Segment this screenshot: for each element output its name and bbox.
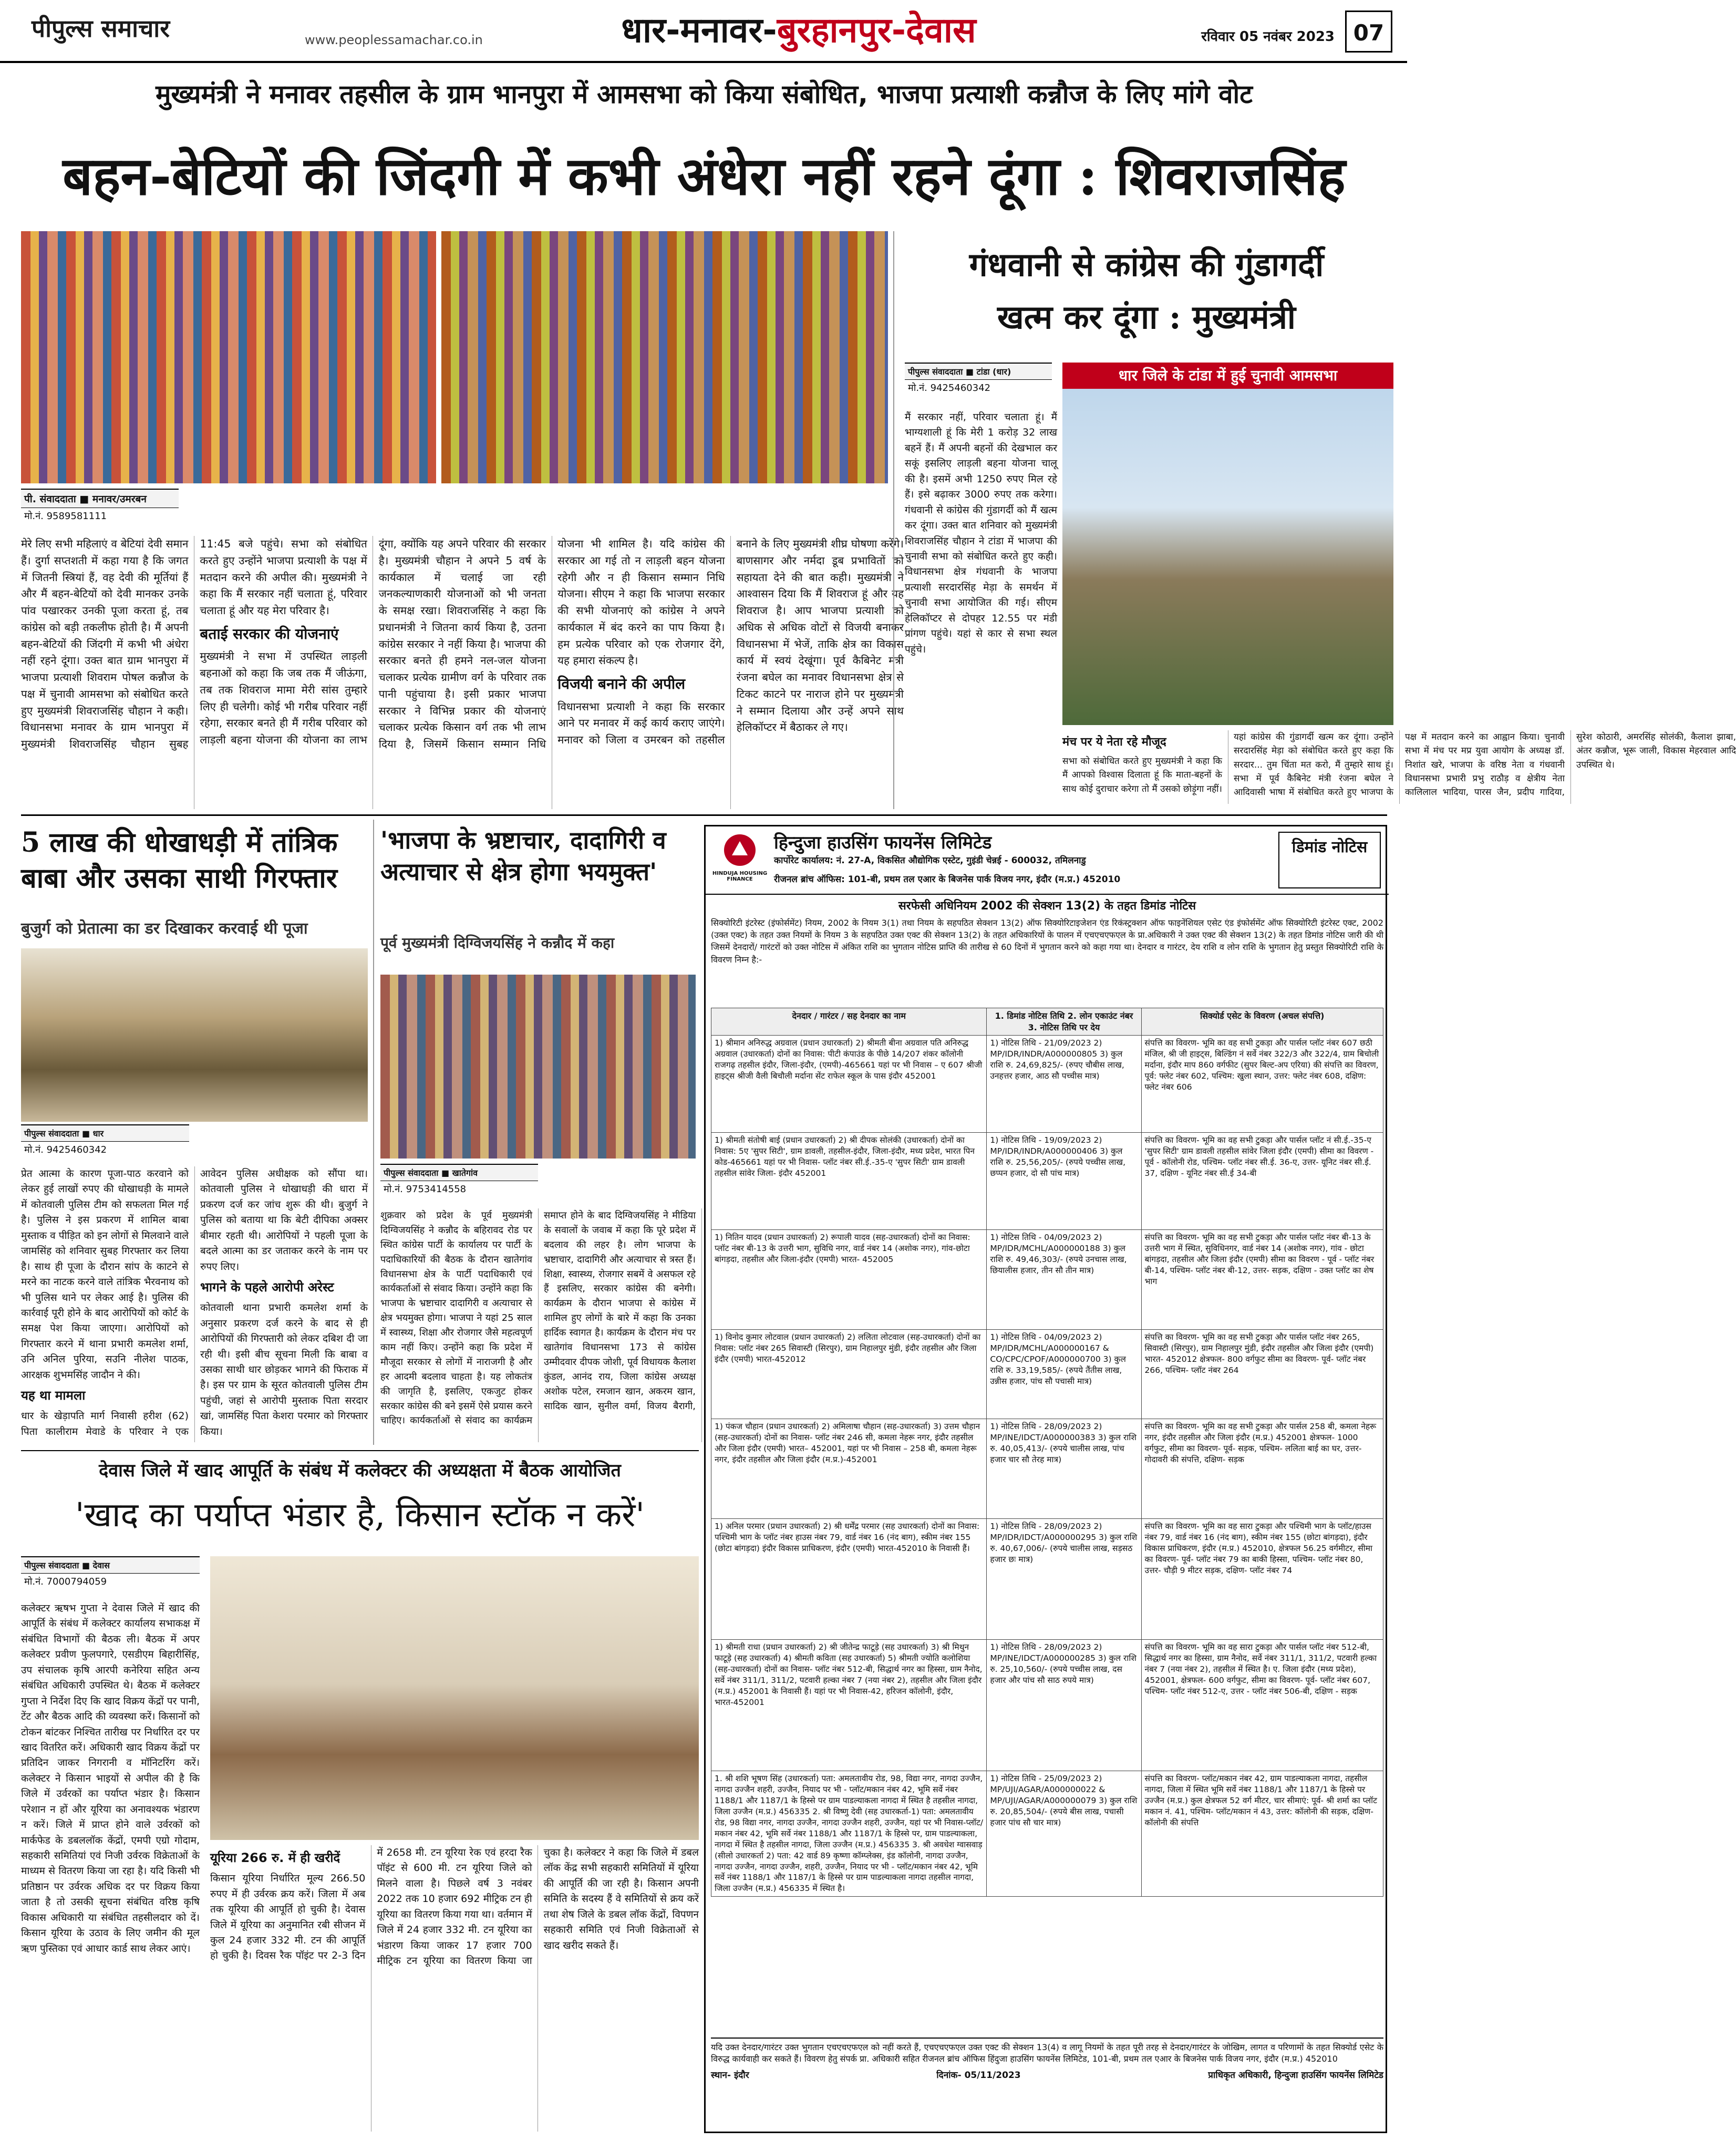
lead-photo-crowd [441,231,888,483]
hinduja-logo-icon [721,832,758,868]
lead-photo-rally-stage [21,231,436,483]
hinduja-notice [704,825,1387,2133]
notice-intro: सिक्योरिटी इंटरेस्ट (इंफोर्समेंट) नियम, 2002 के नियम 3(1) तथा नियम के सहपठित सेक्शन 13(2) ऑफ सिक्योरिटाइजेशन एंड रिकंस्ट्रक्शन ऑफ फाइनेंशियल एसेट एंड इंफोर्समेंट ऑफ सिक्योरिटी इंटरेस्ट एक्ट, 2002 (उक्त एक्ट) के तहत उक्त नियमों के नियम 3 के सहपठित उक्त एक्ट की सेक्शन 13(2) के तहत अधिकारियों के पालन में एचएचएफएल के प्रा.अधिकारी ने उक्त एक्ट की सेक्शन 13(2) के तहत डिमांड नोटिस जारी की थी जिसमें देनदारों/ गारंटरों को उक्त नोटिस में अंकित राशि का भुगतान नोटिस प्राप्ति की तारीख से 60 दिनों में भुगतान करने को कहा गया था। देनदार व गारंटर, देय राशि व लोन राशि के भुगतान हेतु प्रस्तुत सिक्योरिटी राशि के विवरण निम्न है:- [711,918,1383,965]
digvijay-headline: 'भाजपा के भ्रष्टाचार, दादागिरी व अत्याचार से क्षेत्र होगा भयमुक्त' [380,826,666,886]
table-row [711,1640,1383,1771]
lead-subhead-appeal: विजयी बनाने की अपील [557,675,686,693]
digvijay-byline-box [380,1164,538,1206]
row-loan: 1) नोटिस तिथि - 19/09/2023 2) MP/IDR/INDR/A000000406 3) कुल राशि रु. 25,56,205/- (रुपये पच्चीस लाख, छप्पन हजार, दो सौ पांच मात्र) [987,1133,1141,1230]
table-row [711,1230,1383,1330]
gandhwani-box [893,231,1736,809]
section-title-part1: धार-मनावर- [621,10,777,50]
dewas-kicker: देवास जिले में खाद आपूर्ति के संबंध में कलेक्टर की अध्यक्षता में बैठक आयोजित [99,1460,621,1481]
tantrik-box [21,820,368,1445]
notice-table-wrap [711,1008,1383,2035]
gandhwani-col2 [1062,730,1736,804]
masthead [0,0,1407,63]
notice-signatory: प्राधिकृत अधिकारी, हिन्दुजा हाउसिंग फायनेंस लिमिटेड [1208,2070,1383,2081]
tantrik-subhead-case: यह था मामला [21,1388,86,1403]
row-asset: संपत्ति का विवरण- भूमि का वह सभी टुकड़ा और पार्सल प्लॉट नंबर 607 छठी मंजिल, श्री जी हाइट्स, बिल्डिंग नं सर्वे नंबर 322/3 और 322/4, ग्राम बिचोली मर्दाना, इंदौर माप 860 वर्गफीट (सुपर बिल्ट-अप एरिया) की संपत्ति का विवरण, पूर्व: फ्लेट नंबर 602, पश्चिम: खुला स्थान, उत्तर: फ्लेट नंबर 608, दक्षिण: फ्लेट नंबर 606 [1141,1036,1383,1133]
gandhwani-text2: सभा को संबोधित करते हुए मुख्यमंत्री ने कहा कि मैं आपको विश्वास दिलाता हूं कि माता-बहनों के साथ कोई दुराचार करेगा तो मैं उसको छोड़ूंगा नहीं। यहां कांग्रेस की गुंडागर्दी खत्म कर दूंगा। उन्होंने सरदारसिंह मेड़ा को संबोधित करते हुए कहा कि सरदार... तुम चिंता मत करो, मैं तुम्हारे साथ हूं। सभा में पूर्व कैबिनेट मंत्री रंजना बघेल ने आदिवासी भाषा में संबोधित करते हुए भाजपा के पक्ष में मतदान करने का आह्वान किया। चुनावी सभा में मंच पर मप्र युवा आयोग के अध्यक्ष डॉ. निशांत खरे, भाजपा के वरिष्ठ नेता व गंधवानी विधानसभा प्रभारी प्रभु राठौड़ व क्षेत्रीय नेता कालिलाल भादिया, पारस जैन, प्रदीप गादिया, सुरेश कोठारी, अमरसिंह सोलंकी, कैलाश झाबा, अंतर कन्नौज, भूरू जाली, विकास मेहरवाल आदि उपस्थित थे। [1062,732,1736,798]
row-loan: 1) नोटिस तिथि - 04/09/2023 2) MP/IDR/MCHL/A000000188 3) कुल राशि रु. 49,46,303/- (रुपये उनचास लाख, छियालीस हजार, तीन सौ तीन मात्र) [987,1230,1141,1330]
gandhwani-headline-2: खत्म कर दूंगा : मुख्यमंत्री [997,298,1296,336]
divider-1 [21,814,1387,816]
tantrik-text2: धार के खेड़ापति मार्ग निवासी हरीश (62) पिता कालीराम मेवाडे के परिवार ने एक आवेदन पुलिस अधीक्षक को सौंपा था। कोतवाली पुलिस ने धोखाधड़ी की धारा में प्रकरण दर्ज कर जांच शुरू की थी। बुजुर्ग ने पुलिस को बताया था कि बेटी दीपिका अक्सर बीमार रहती थी। आरोपियों ने पहली पूजा के बदले आत्मा का डर जताकर करने के नाम पर रुपए लिए। [21,1168,368,1438]
table-row [711,1419,1383,1519]
dewas-subhead: यूरिया 266 रु. में ही खरीदें [210,1850,340,1865]
row-loan: 1) नोटिस तिथि - 25/09/2023 2) MP/UJI/AGAR/A000000022 & MP/UJI/AGAR/A000000079 3) कुल राशि रु. 20,85,504/- (रुपये बीस लाख, पचासी हजार पांच सौ चार मात्र) [987,1771,1141,1897]
row-names: 1) पंकज चौहान (प्रधान उधारकर्ता) 2) अमिलाषा चौहान (सह-उधारकर्ता) 3) उत्तम चौहान (सह-उधारकर्ता) दोनों का निवास- प्लॉट नंबर 246 सी, कमला नेहरू नगर, इंदौर तहसील और जिला इंदौर (एमपी) भारत– 452001, यहां पर भी निवास – 258 बी, कमला नेहरू नगर, इंदौर तहसील और जिला इंदौर (म.प्र.)-452001 [711,1419,987,1519]
col-header-loan: 1. डिमांड नोटिस तिथि 2. लोन एकाउंट नंबर 3. नोटिस तिथि पर देय [987,1008,1141,1036]
table-row [711,1036,1383,1133]
gandhwani-photo [1062,363,1393,725]
row-asset: संपत्ति का विवरण- भूमि का वह सभी टुकड़ा और पार्सल प्लॉट नंबर 265, सिवास्टी (सिरपुर), ग्राम निहालपुर मुंडी, इंदौर तहसील और जिला इंदौर (एमपी) भारत- 452012 क्षेत्रफल- 800 वर्गफुट सीमा का विवरण- पूर्व- प्लॉट नंबर 266, पश्चिम- प्लॉट नंबर 264 [1141,1330,1383,1419]
row-asset: संपत्ति का विवरण- भूमि का वह सभी टुकड़ा और पार्सल प्लॉट नंबर बी-13 के उत्तरी भाग में स्थित, सुविधिनगर, वार्ड नंबर 14 (अशोक नगर), गांव - छोटा बांगड़दा, तहसील और जिला इंदौर (एमपी) सीमा का विवरण - पूर्व - प्लॉट नंबर बी-14, पश्चिम- प्लॉट नंबर बी-12, उत्तर- सड़क, दक्षिण - उक्त प्लॉट का शेष भाग [1141,1230,1383,1330]
lead-byline [21,489,179,536]
tantrik-body [21,1166,368,1442]
lead-headline: बहन-बेटियों की जिंदगी में कभी अंधेरा नहीं रहने दूंगा : शिवराजसिंह [63,145,1346,207]
hinduja-logo [711,832,769,890]
row-names: 1. श्री शशि भूषण सिंह (उधारकर्ता) पता: अमलतावीय रोड, 98, विद्या नगर, नागदा उज्जैन, नागदा उज्जैन शहरी, उज्जैन, नियाद पर भी - प्लॉट/मकान नंबर 42, भूमि सर्वे नंबर 1188/1 और 1187/1 के हिस्से पर ग्राम पाडल्याकला नागदा में स्थित है तहसील नागदा, जिला उज्जैन (म.प्र.) 456335 2. श्री विष्णु देवी (सह उधारकर्ता-1) पता: अमलतावीय रोड, 98 विद्या नगर, नागदा उज्जैन, नागदा उज्जैन शहरी, उज्जैन, यहां पर भी निवास-प्लॉट/मकान नंबर 42, भूमि सर्वे नंबर 1188/1 और 1187/1 के हिस्से पर, ग्राम पाडल्याकला, नागदा में स्थित है तहसील नागदा, जिला उज्जैन (म.प्र.) 456335 3. श्री अवधेश ग्वासवाड़ (सीलो उधारकर्ता 2) पता: 42 वार्ड 89 कृष्णा कॉम्प्लेक्स, इंड कॉलोनी, नागदा उज्जैन, नागदा उज्जैन, नागदा उज्जैन, शहरी, उज्जैन, नियाद पर भी - प्लॉट/मकान नंबर 42, भूमि सर्वे नंबर 1188/1 और 1187/1 के हिस्से पर ग्राम पाडल्याकला नागदा तहसील नागदा, जिला उज्जैन (म.प्र.) 456335 में स्थित है। [711,1771,987,1897]
tantrik-mobile: मो.नं. 9425460342 [24,1144,107,1155]
notice-table [711,1008,1383,1897]
notice-branch-office: रीजनल ब्रांच ऑफिस: 101-बी, प्रथम तल एआर के बिजनेस पार्क विजय नगर, इंदौर (म.प्र.) 452010 [774,874,1121,885]
dewas-byline: पीपुल्स संवाददाता ■ देवास [21,1556,200,1574]
tantrik-byline: पीपुल्स संवाददाता ■ धार [21,1124,189,1142]
tantrik-photo [21,948,368,1122]
issue-date: रविवार 05 नवंबर 2023 [1201,29,1335,45]
notice-date: दिनांक- 05/11/2023 [936,2070,1021,2081]
dewas-col2 [210,1845,699,2132]
section-title-part2: बुरहानपुर-देवास [777,10,976,50]
row-asset: संपत्ति का विवरण- भूमि का वह सभी टुकड़ा और पार्सल 258 बी, कमला नेहरू नगर, इंदौर तहसील और जिला इंदौर (म.प्र.) 452001 क्षेत्रफल- 1000 वर्गफुट, सीमा का विवरण- पूर्व- सड़क, पश्चिम- ललिता बाई का घर, उत्तर- गोदावरी की संपत्ति, दक्षिण- सड़क [1141,1419,1383,1519]
dewas-text2: किसान यूरिया निर्धारित मूल्य 266.50 रुपए में ही उर्वरक क्रय करें। जिला में अब तक यूरिया की आपूर्ति हो चुकी है। देवास जिले में यूरिया का अनुमानित रबी सीजन में कुल 24 हजार 332 मी. टन की आपूर्ति हो चुकी है। दिवस रैक पॉइंट पर 2-3 दिन में 2658 मी. टन यूरिया रेक एवं हरदा रैक पॉइंट से 600 मी. टन यूरिया जिले को मिलने वाला है। पिछले वर्ष 3 नवंबर 2022 तक 10 हजार 692 मीट्रिक टन ही यूरिया का वितरण किया गया था। वर्तमान में जिले में 24 हजार 332 मी. टन यूरिया का भंडारण किया जाकर 17 हजार 700 मीट्रिक टन यूरिया का वितरण किया जा चुका है। कलेक्टर ने कहा कि जिले में डबल लॉक केंद्र सभी सहकारी समितियों में यूरिया की आपूर्ति की जा रही है। किसान अपनी समिति के सदस्य हैं वे समितियों से क्रय करें तथा शेष जिले के डबल लॉक केंद्रों, विपणन सहकारी समिति एवं निजी विक्रेताओं से खाद खरीद सकते हैं। [210,1847,699,1967]
row-names: 1) श्रीमती संतोषी बाई (प्रधान उधारकर्ता) 2) श्री दीपक सोलंकी (उधारकर्ता) दोनों का निवास: 5ए 'सुपर सिटी', ग्राम डावली, तहसील-इंदौर, जिला-इंदौर, मध्य प्रदेश, भारत पिन कोड-465661 यहां पर भी निवास- प्लॉट नंबर सी.ई.-35-ए 'सुपर सिटी' ग्राम डावली तहसील सांवेर जिला- इंदौर 452001 [711,1133,987,1230]
lead-body [21,536,904,809]
gandhwani-photo-caption: धार जिले के टांडा में हुई चुनावी आमसभा [1062,363,1393,389]
digvijay-byline: पीपुल्स संवाददाता ■ खातेगांव [380,1164,538,1181]
row-asset: संपत्ति का विवरण- प्लॉट/मकान नंबर 42, ग्राम पाडल्याकला नागदा, तहसील नागदा, जिला में स्थित भूमि सर्वे नंबर 1188/1 और 1187/1 के हिस्से पर उज्जैन (म.प्र.) कुल क्षेत्रफल 52 वर्ग मीटर, चार सीमाएं: पूर्व- श्री शर्मा का प्लॉट मकान नं. 41, पश्चिम- प्लॉट/मकान नं 43, उत्तर: कॉलोनी की सड़क, दक्षिण- कॉलोनी की संपत्ति [1141,1771,1383,1897]
row-names: 1) नितिन यादव (प्रधान उधारकर्ता) 2) रूपाली यादव (सह-उधारकर्ता) दोनों का निवास: प्लॉट नंबर बी-13 के उत्तरी भाग, सुविधि नगर, वार्ड नंबर 14 (अशोक नगर), गांव-छोटा बांगड़दा, तहसील और जिला-इंदौर (एमपी) भारत- 452005 [711,1230,987,1330]
notice-act-title: सरफेसी अधिनियम 2002 की सेक्शन 13(2) के तहत डिमांड नोटिस [898,899,1196,913]
row-names: 1) श्रीमती राधा (प्रधान उधारकर्ता) 2) श्री जीतेन्द्र फाटूड़े (सह उधारकर्ता) 3) श्री मिथुन फाटूड़े (सह उधारकर्ता) 4) श्रीमती कविता (सह उधारकर्ता) 5) श्रीमती ज्योति कलोशिया (सह-उधारकर्ता) दोनों का निवास- प्लॉट नंबर 512-बी, सिद्धार्थ नगर का हिस्सा, ग्राम नैनोद, सर्वे नंबर 311/1, 311/2, पटवारी हल्का नंबर 7 (नया नंबर 2), तहसील और जिला इंदौर (म.प्र.) 452001 के निवासी हैं। यहां पर भी निवास-42, हरिजन कॉलोनी, इंदौर, भारत-452001 [711,1640,987,1771]
notice-place: स्थान- इंदौर [711,2070,749,2081]
notice-tag: डिमांड नोटिस [1278,832,1381,888]
notice-header [706,826,1389,895]
gandhwani-col1 [905,410,1057,804]
hinduja-brand: HINDUJA HOUSING FINANCE [712,871,768,882]
dewas-box [21,1450,699,2133]
notice-footer [711,2038,1383,2132]
row-asset: संपत्ति का विवरण- भूमि का वह सारा टुकड़ा और पश्चिमी भाग के प्लॉट/हाउस नंबर 79, वार्ड नंबर 16 (नंद बाग), स्कीम नंबर 155 (छोटा बांगड़दा), इंदौर विकास प्राधिकरण, इंदौर (म.प्र.) 452010, क्षेत्रफल 56.25 वर्गमीटर, सीमा का विवरण- पूर्व- प्लॉट नंबर 79 का बाकी हिस्सा, पश्चिम- प्लॉट नंबर 80, उत्तर- चौड़ी 9 मीटर सड़क, दक्षिण- प्लॉट नंबर 74 [1141,1519,1383,1640]
digvijay-photo [380,975,696,1159]
digvijay-text: शुक्रवार को प्रदेश के पूर्व मुख्यमंत्री दिग्विजयसिंह ने कन्नौद के बहिरावद रोड पर स्थित कांग्रेस पार्टी के कार्यालय पर पार्टी के पदाधिकारियों की बैठक के दौरान खातेगांव विधानसभा क्षेत्र के पार्टी पदाधिकारी एवं कार्यकर्ताओं से संवाद किया। उन्होंने कहा कि भाजपा के भ्रष्टाचार दादागिरी व अत्याचार से क्षेत्र भयमुक्त होगा। भाजपा ने यहां 25 साल में स्वास्थ्य, शिक्षा और रोजगार जैसे महत्वपूर्ण काम नहीं किए। उन्होंने कहा कि प्रदेश में मौजूदा सरकार से लोगों में नाराजगी है और हर आदमी बदलाव चाहता है। यह लोकतंत्र की जागृति है, इसलिए, एकजुट होकर सरकार कांग्रेस की बने इसमें ऐसे प्रयास करने चाहिए। कार्यकर्ताओं से संवाद का कार्यक्रम समाप्त होने के बाद दिग्विजयसिंह ने मीडिया के सवालों के जवाब में कहा कि पूरे प्रदेश में बदलाव की लहर है। लोग भाजपा के भ्रष्टाचार, दादागिरी और अत्याचार से त्रस्त हैं। शिक्षा, स्वास्थ्य, रोजगार सबमें वे असफल रहे हैं इसलिए, सरकार कांग्रेस की बनेगी। कार्यक्रम के दौरान भाजपा से कांग्रेस में शामिल हुए लोगों के बारे में कहा कि उनका हार्दिक स्वागत है। कार्यक्रम के दौरान मंच पर खातेगांव विधानसभा 173 से कांग्रेस उम्मीदवार दीपक जोशी, पूर्व विधायक कैलाश कुंडल, आनंद राय, जिला कांग्रेस अध्यक्ष अशोक पटेल, रमजान खान, अकरम खान, सादिक खान, सुनील वर्मा, विजय बैरागी, [380,1210,696,1426]
lead-body-para1: मेरे लिए सभी महिलाएं व बेटियां देवी समान हैं। दुर्गा सप्तशती में कहा गया है कि जगत में जितनी स्त्रियां हैं, वह देवी की मूर्तियां हैं और मैं बहन-बेटियों को देवी मानकर उनके पांव पखारकर उनकी पूजा करता हूं, तब कांग्रेस को बड़ी तकलीफ होती है। मैं अपनी बहन-बेटियों की जिंदगी में कभी भी अंधेरा नहीं रहने दूंगा। उक्त बात ग्राम भानपुरा में भाजपा प्रत्याशी शिवराम पोषल कन्नौज के पक्ष में चुनावी आमसभा को संबोधित करते हुए मुख्यमंत्री शिवराजसिंह चौहान ने कही। विधानसभा मनावर के ग्राम भानपुरा में मुख्यमंत्री शिवराजसिंह चौहान सुबह 11:45 बजे पहुंचे। सभा को संबोधित करते हुए उन्होंने भाजपा प्रत्याशी के पक्ष में मतदान करने की अपील की। मुख्यमंत्री ने कहा कि मैं सरकार नहीं चलाता हूं, परिवार चलाता हूं और यह मेरा परिवार है। [21,537,367,751]
lead-body-para3: विधानसभा प्रत्याशी ने कहा कि सरकार आने पर मनावर में कई कार्य कराए जाएंगे। मनावर को जिला व उमरबन को तहसील बनाने के लिए मुख्यमंत्री शीघ्र घोषणा करेंगे। बाणसागर और नर्मदा डूब प्रभावितों को सहायता देने की बात कही। मुख्यमंत्री ने आश्वासन दिया कि मैं शिवराज हूं और यह शिवराज है। आप भाजपा प्रत्याशी को अधिक से अधिक वोटों से विजयी बनाकर विधानसभा में भेजें, ताकि क्षेत्र का विकास कार्य में स्वयं देखूंगा। पूर्व कैबिनेट मंत्री रंजना बघेल का मनावर विधानसभा क्षेत्र से टिकट काटने पर नाराज होने पर मुख्यमंत्री ने सम्मान दिलाया और उन्हें अपने साथ हेलिकॉप्टर में बैठाकर ले गए। [557,537,904,747]
digvijay-subhead: पूर्व मुख्यमंत्री दिग्विजयसिंह ने कन्नौद में कहा [380,934,615,952]
tantrik-text1: प्रेत आत्मा के कारण पूजा-पाठ करवाने को लेकर हुई लाखों रुपए की धोखाधड़ी के मामले में कोतवाली पुलिस टीम को सफलता मिल गई है। पुलिस ने इस प्रकरण में शामिल बाबा मुस्ताक व पीड़ित को इन लोगों से मिलवाने वाले जामसिंह को शनिवार सुबह गिरफ्तार कर लिया है। साथ ही पूजा के दौरान सांप के काटने से मरने का नाटक करने वाले तांत्रिक भैरवनाथ को भी पुलिस थाने पर लेकर आई है। पुलिस की कार्रवाई पूरी होने के बाद आरोपियों को कोर्ट के समक्ष पेश किया जाएगा। आरोपियों को गिरफ्तार करने में थाना प्रभारी कमलेश शर्मा, उनि अनिल पुरिया, सउनि नीलेश पाठक, आरक्षक शुभमसिंह जादौन ने की। [21,1168,189,1381]
dewas-headline: 'खाद का पर्याप्त भंडार है, किसान स्टॉक न करें' [75,1496,645,1535]
website-url: www.peoplessamachar.co.in [305,33,483,47]
section-title [504,4,1093,57]
row-names: 1) विनोद कुमार लोटवाल (प्रधान उधारकर्ता) 2) ललिता लोटवाल (सह-उधारकर्ता) दोनों का निवास: प्लॉट नंबर 265 सिवास्टी (सिरपुर), ग्राम निहालपुर मुंडी, इंदौर तहसील और जिला इंदौर (एमपी) भारत-452012 [711,1330,987,1419]
newspaper-logo: पीपुल्स समाचार [32,14,170,43]
page-number: 07 [1345,11,1392,53]
table-row [711,1133,1383,1230]
row-loan: 1) नोटिस तिथि - 28/09/2023 2) MP/IDR/IDCT/A000000295 3) कुल राशि रु. 40,67,006/- (रुपये चालीस लाख, सड़सठ हजार छः मात्र) [987,1519,1141,1640]
gandhwani-byline-box [905,363,1052,405]
tantrik-subhead-arrest: भागने के पहले आरोपी अरेस्ट [200,1280,334,1295]
dewas-mobile: मो.नं. 7000794059 [24,1576,107,1587]
col-header-asset: सिक्योर्ड एसेट के विवरण (अचल संपत्ति) [1141,1008,1383,1036]
row-loan: 1) नोटिस तिथि - 28/09/2023 2) MP/INE/IDCT/A000000383 3) कुल राशि रु. 40,05,413/- (रुपये चालीस लाख, पांच हजार चार सौ तेरह मात्र) [987,1419,1141,1519]
row-names: 1) श्रीमान अनिरुद्ध अग्रवाल (प्रधान उधारकर्ता) 2) श्रीमती बीना अग्रवाल पति अनिरुद्ध अग्रवाल (उधारकर्ता) दोनों का निवास: पीटी कंपाउंड के पीछे 14/207 शंकर कॉलोनी राजगढ़ तहसील इंदौर, जिला-इंदौर, (एमपी)-465661 यहां पर भी निवास – ए 607 श्रीजी हाइट्स श्रीजी वैली बिचौली मर्दाना सेंट राफेल स्कूल के पास इंदौर 452001 [711,1036,987,1133]
digvijay-body [380,1208,696,1442]
lead-byline-text: पी. संवाददाता ■ मनावर/उमरबन [21,489,179,508]
col-header-borrowers: देनदार / गारंटर / सह देनदार का नाम [711,1008,987,1036]
digvijay-box [373,820,699,1445]
tantrik-byline-box [21,1124,189,1166]
table-row [711,1330,1383,1419]
tantrik-subhead: बुजुर्ग को प्रेतात्मा का डर दिखाकर करवाई थी पूजा [21,919,308,938]
lead-kicker: मुख्यमंत्री ने मनावर तहसील के ग्राम भानपुरा में आमसभा को किया संबोधित, भाजपा प्रत्याशी कन्नौज के लिए मांगे वोट [156,79,1253,109]
notice-company: हिन्दुजा हाउसिंग फायनेंस लिमिटेड [774,832,992,853]
row-loan: 1) नोटिस तिथि - 21/09/2023 2) MP/IDR/INDR/A000000805 3) कुल राशि रु. 24,69,825/- (रुपए चौबीस लाख, उनहत्तर हजार, आठ सौ पच्चीस मात्र) [987,1036,1141,1133]
gandhwani-subhead: मंच पर ये नेता रहे मौजूद [1062,736,1166,749]
lead-mobile: मो.नं. 9589581111 [24,511,107,522]
lead-body-para2: मुख्यमंत्री ने सभा में उपस्थित लाड़ली बहनाओं को कहा कि जब तक मैं जीऊंगा, तब तक शिवराज मामा मेरी सांस तुम्हारे लिए ही चलेगी। कोई भी गरीब परिवार नहीं रहेगा, सरकार बनते ही मैं गरीब परिवार को लाड़ली बहना योजना की योजना का लाभ दूंगा, क्योंकि यह अपने परिवार की सरकार है। मुख्यमंत्री चौहान ने अपने 5 वर्ष के कार्यकाल में चलाई जा रही जनकल्याणकारी योजनाओं को भी जनता के समक्ष रखा। शिवराजसिंह ने कहा कि प्रधानमंत्री ने जितना कार्य किया है, उतना कांग्रेस सरकार ने नहीं किया है। भाजपा की सरकार बनते ही हमने नल-जल योजना चलाकर प्रत्येक ग्रामीण वर्ग के परिवार तक पानी पहुंचाया है। इसी प्रकार भाजपा सरकार ने विभिन्न प्रकार की योजनाएं चलाकर प्रत्येक किसान वर्ग तक भी लाभ दिया है, जिसमें किसान सम्मान निधि योजना भी शामिल है। यदि कांग्रेस की सरकार आ गई तो न लाड़ली बहन योजना रहेगी और न ही किसान सम्मान निधि योजना। सीएम ने कहा कि भाजपा सरकार की सभी योजनाएं को कांग्रेस ने अपने कार्यकाल में बंद करने का पाप किया है। हम प्रत्येक परिवार को एक रोजगार देंगे, यह हमारा संकल्प है। [200,537,725,751]
notice-corp-office: कार्पोरेट कार्यालय: नं. 27-A, विकसित औद्योगिक एस्टेट, गुइंडी चेन्नई - 600032, तमिलनाडु [774,855,1086,866]
tantrik-headline: 5 लाख की धोखाधड़ी में तांत्रिक बाबा और उसका साथी गिरफ्तार [21,826,338,894]
tantrik-text3: कोतवाली थाना प्रभारी कमलेश शर्मा के अनुसार प्रकरण दर्ज करने के बाद से ही आरोपियों की गिरफ्तारी को लेकर दबिश दी जा रही थी। इसी बीच सूचना मिली कि बाबा व उसका साथी धार छोड़कर भागने की फिराक में है। इस पर ग्राम के सूरत कोतवाली पुलिस टीम पहुंची, जहां से आरोपी मुस्ताक पिता सरदार खां, जामसिंह पिता केशरा परमार को गिरफ्तार किया। [200,1302,368,1438]
table-row [711,1519,1383,1640]
gandhwani-headline-1: गंधवानी से कांग्रेस की गुंडागर्दी [969,245,1324,284]
digvijay-mobile: मो.नं. 9753414558 [384,1184,467,1195]
row-loan: 1) नोटिस तिथि - 04/09/2023 2) MP/IDR/MCHL/A000000167 & CO/CPC/CPOF/A000000700 3) कुल राशि रु. 33,19,585/- (रुपये तैंतीस लाख, उन्नीस हजार, पांच सौ पचासी मात्र) [987,1330,1141,1419]
lead-subhead-schemes: बताई सरकार की योजनाएं [200,625,339,643]
dewas-meeting-photo [210,1556,699,1840]
dewas-col1 [21,1601,200,2132]
notice-table-header [711,1008,1383,1036]
table-row [711,1771,1383,1897]
row-asset: संपत्ति का विवरण- भूमि का वह सभी टुकड़ा और पार्सल प्लॉट नं सी.ई.-35-ए 'सुपर सिटी' ग्राम डावली तहसील सांवेर जिला इंदौर (एमपी) सीमा का विवरण - पूर्व - कॉलोनी रोड, पश्चिम- प्लॉट नंबर सी.ई. 36-ए, उत्तर- यूनिट नंबर सी.ई. 37, दक्षिण - यूनिट नंबर सी.ई 34-बी [1141,1133,1383,1230]
gandhwani-text1: मैं सरकार नहीं, परिवार चलाता हूं। मैं भाग्यशाली हूं कि मेरी 1 करोड़ 32 लाख बहनें हैं। मैं अपनी बहनों की देखभाल कर सकूं इसलिए लाड़ली बहना योजना चालू की है। इसमें अभी 1250 रुपए मिल रहे हैं। इसे बढ़ाकर 3000 रुपए तक करेगा। गंधवानी से कांग्रेस की गुंडागर्दी को मैं खत्म कर दूंगा। उक्त बात शनिवार को मुख्यमंत्री शिवराजसिंह चौहान ने टांडा में भाजपा की चुनावी सभा को संबोधित करते हुए कही। विधानसभा क्षेत्र गंधवानी के भाजपा प्रत्याशी सरदारसिंह मेड़ा के समर्थन में चुनावी सभा आयोजित की गई। सीएम हेलिकॉप्टर से दोपहर 12.55 पर मंडी प्रांगण पहुंचे। यहां से कार से सभा स्थल पहुंचे। [905,411,1057,655]
row-asset: संपत्ति का विवरण- भूमि का वह सारा टुकड़ा और पार्सल प्लॉट नंबर 512-बी, सिद्धार्थ नगर का हिस्सा, ग्राम नैनोद, सर्वे नंबर 311/1, 311/2, पटवारी हल्का नंबर 7 (नया नंबर 2), तहसील में स्थित है। ए. जिला इंदौर (मध्य प्रदेश), 452001, क्षेत्रफल- 600 वर्गफुट, सीमा का विवरण- पूर्व- प्लॉट नंबर 607, पश्चिम- प्लॉट नंबर 512-ए, उत्तर - प्लॉट नंबर 506-बी, दक्षिण - सड़क [1141,1640,1383,1771]
dewas-byline-box [21,1556,200,1598]
dewas-text1: कलेक्टर ऋषभ गुप्ता ने देवास जिले में खाद की आपूर्ति के संबंध में कलेक्टर कार्यालय सभाकक्ष में संबंधित विभागों की बैठक ली। बैठक में अपर कलेक्टर प्रवीण फुलपगारे, एसडीएम बिहारीसिंह, उप संचालक कृषि आरपी कनेरिया सहित अन्य संबंधित अधिकारी उपस्थित थे। बैठक में कलेक्टर गुप्ता ने निर्देश दिए कि खाद विक्रय केंद्रों पर पानी, टेंट और बैठक आदि की व्यवस्था करें। किसानों को टोकन बांटकर निश्चित तारीख पर निर्धारित दर पर खाद वितरित करें। अधिकारी खाद विक्रय केंद्रों पर प्रतिदिन जाकर निगरानी व मॉनिटरिंग करें। कलेक्टर ने किसान भाइयों से अपील की है कि जिले में उर्वरकों का पर्याप्त भंडार है। किसान परेशान न हों और यूरिया का अनावश्यक भंडारण न करें। जिले में प्राप्त होने वाले उर्वरकों को मार्कफेड के डबललॉक केंद्रों, एमपी एग्रो गोदाम, सहकारी समितियां एवं निजी उर्वरक विक्रेताओं के माध्यम से वितरण किया जा रहा है। यदि किसी भी प्रतिष्ठान पर उर्वरक अधिक दर पर विक्रय किया जाता है तो उसकी सूचना संबंधित वरिष्ठ कृषि विकास अधिकारी या संबंधित तहसीलदार को दें। किसान यूरिया के उठाव के लिए जमीन की मूल ऋण पुस्तिका एवं आधार कार्ड साथ लेकर आएं। [21,1602,200,1954]
row-names: 1) अनिल परमार (प्रधान उधारकर्ता) 2) श्री धर्मेंद्र परमार (सह उधारकर्ता) दोनों का निवास: पश्चिमी भाग के प्लॉट नंबर हाउस नंबर 79, वार्ड नंबर 16 (नंद बाग), स्कीम नंबर 155 (छोटा बांगड़दा) इंदौर विकास प्राधिकरण, इंदौर (एमपी) भारत-452010 के निवासी हैं। [711,1519,987,1640]
notice-footer-text: यदि उक्त देनदार/गारंटर उक्त भुगतान एचएचएफएल को नहीं करते हैं, एचएचएफएल उक्त एक्ट की सेक्शन 13(4) व लागू नियमों के तहत पूरी तरह से देनदार/गारंटर के जोखिम, लागत व परिणामों के तहत सिक्योर्ड एसेट के विरुद्ध कार्यवाही कर सकते हैं। विवरण हेतु संपर्क प्रा. अधिकारी सहित रीजनल ब्रांच ऑफिस हिंदुजा हाउसिंग फायनेंस लिमिटेड, 101-बी, प्रथम तल एआर के बिजनेस पार्क विजय नगर, इंदौर (म.प्र.) 452010 [711,2042,1383,2064]
notice-signoff [711,2069,1383,2081]
gandhwani-byline: पीपुल्स संवाददाता ■ टांडा (धार) [905,363,1052,380]
row-loan: 1) नोटिस तिथि - 28/09/2023 2) MP/INE/IDCT/A000000285 3) कुल राशि रु. 25,10,560/- (रुपये पच्चीस लाख, दस हजार और पांच सौ साठ रुपये मात्र) [987,1640,1141,1771]
gandhwani-mobile: मो.नं. 9425460342 [908,382,991,394]
